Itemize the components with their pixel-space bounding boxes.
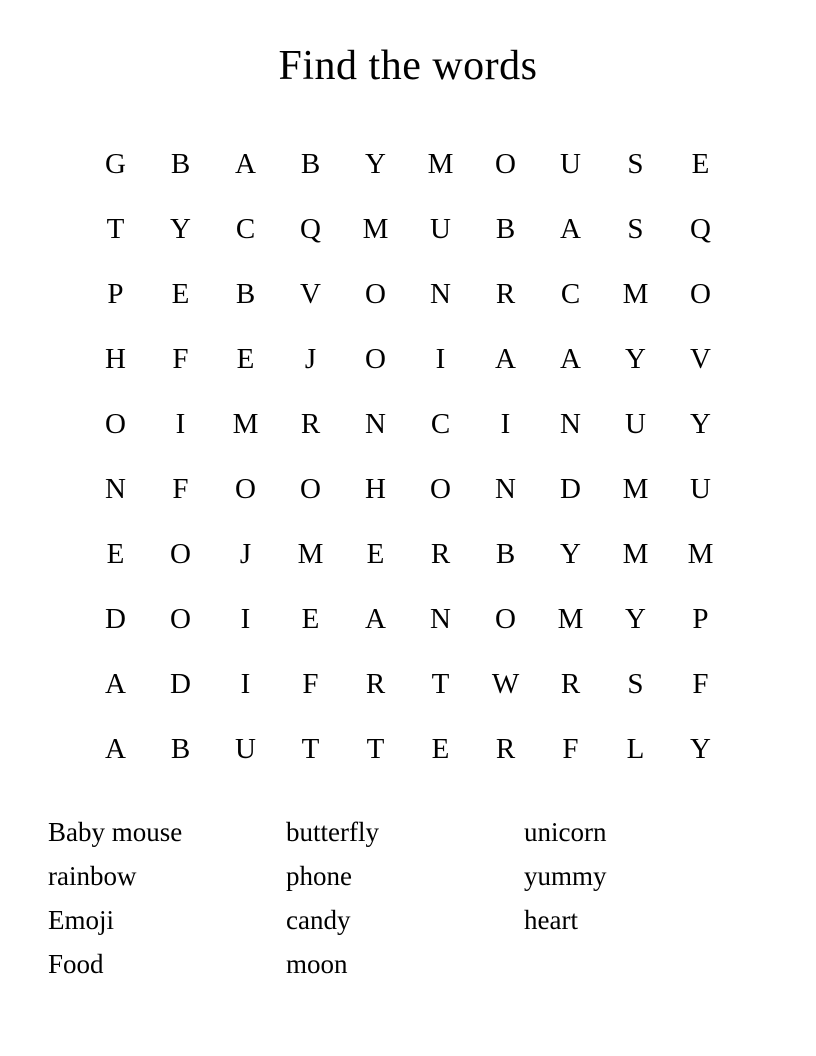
table-row [83, 457, 733, 522]
grid-cell[interactable]: F [302, 668, 319, 700]
grid-cell[interactable]: N [105, 473, 126, 505]
grid-cell[interactable]: A [560, 343, 581, 375]
grid-cell[interactable]: I [435, 343, 446, 375]
grid-cell[interactable]: D [105, 603, 126, 635]
grid-cell[interactable]: M [687, 538, 714, 570]
grid-cell[interactable]: E [691, 148, 710, 180]
table-row [83, 522, 733, 587]
list-item[interactable]: heart [524, 905, 578, 935]
list-item[interactable]: Emoji [48, 905, 114, 935]
table-row [83, 132, 733, 197]
grid-cell[interactable]: W [491, 668, 520, 700]
grid-cell[interactable]: U [430, 213, 451, 245]
grid-cell[interactable]: M [297, 538, 324, 570]
grid-cell[interactable]: M [622, 538, 649, 570]
word-list [0, 810, 816, 986]
grid-cell[interactable]: I [240, 603, 251, 635]
grid-cell[interactable]: T [431, 668, 450, 700]
grid-cell[interactable]: N [495, 473, 516, 505]
grid-cell[interactable]: A [105, 733, 126, 765]
table-row [83, 392, 733, 457]
grid-cell[interactable]: V [300, 278, 321, 310]
grid-cell[interactable]: D [560, 473, 581, 505]
grid-cell[interactable]: A [105, 668, 126, 700]
grid-cell[interactable]: N [430, 278, 451, 310]
grid-cell[interactable]: Y [690, 733, 711, 765]
grid-cell[interactable]: R [495, 733, 516, 765]
grid-cell[interactable]: L [626, 733, 645, 765]
grid-cell[interactable]: R [365, 668, 386, 700]
grid-cell[interactable]: I [240, 668, 251, 700]
grid-cell[interactable]: O [300, 473, 321, 505]
grid-cell[interactable]: M [427, 148, 454, 180]
grid-cell[interactable]: Y [365, 148, 386, 180]
grid-cell[interactable]: F [172, 473, 189, 505]
table-row [83, 717, 733, 782]
grid-cell[interactable]: B [235, 278, 256, 310]
grid-cell[interactable]: Y [625, 603, 646, 635]
word-list-column [48, 810, 286, 986]
grid-cell[interactable]: T [301, 733, 320, 765]
list-item[interactable]: butterfly [286, 817, 379, 847]
page-title: Find the words [278, 43, 538, 89]
grid-cell[interactable]: E [171, 278, 190, 310]
grid-cell[interactable]: O [170, 603, 191, 635]
grid-cell[interactable]: S [627, 668, 644, 700]
grid-cell[interactable]: A [365, 603, 386, 635]
grid-cell[interactable]: M [622, 278, 649, 310]
grid-cell[interactable]: M [232, 408, 259, 440]
grid-cell[interactable]: C [560, 278, 581, 310]
grid-cell[interactable]: N [365, 408, 386, 440]
grid-cell[interactable]: I [500, 408, 511, 440]
table-row [83, 197, 733, 262]
grid-cell[interactable]: V [690, 343, 711, 375]
grid-cell[interactable]: H [105, 343, 126, 375]
grid-cell[interactable]: E [301, 603, 320, 635]
grid-cell[interactable]: J [304, 343, 317, 375]
grid-cell[interactable]: O [495, 148, 516, 180]
table-row [83, 262, 733, 327]
grid-cell[interactable]: Y [560, 538, 581, 570]
list-item[interactable]: Food [48, 949, 104, 979]
grid-cell[interactable]: U [690, 473, 711, 505]
grid-cell[interactable]: O [365, 343, 386, 375]
list-item[interactable]: yummy [524, 861, 607, 891]
grid-cell[interactable]: Q [300, 213, 321, 245]
grid-cell[interactable]: H [365, 473, 386, 505]
grid-cell[interactable]: B [300, 148, 321, 180]
grid-cell[interactable]: B [495, 538, 516, 570]
grid-cell[interactable]: P [107, 278, 124, 310]
grid-cell[interactable]: S [627, 148, 644, 180]
grid-cell[interactable]: O [430, 473, 451, 505]
list-item[interactable]: unicorn [524, 817, 607, 847]
grid-cell[interactable]: N [430, 603, 451, 635]
grid-cell[interactable]: E [236, 343, 255, 375]
grid-cell[interactable]: G [105, 148, 126, 180]
word-list-column [286, 810, 524, 986]
grid-cell[interactable]: R [560, 668, 581, 700]
grid-cell[interactable]: O [105, 408, 126, 440]
grid-cell[interactable]: F [562, 733, 579, 765]
grid-cell[interactable]: B [170, 148, 191, 180]
grid-cell[interactable]: B [170, 733, 191, 765]
grid-cell[interactable]: C [235, 213, 256, 245]
grid-cell[interactable]: U [625, 408, 646, 440]
grid-cell[interactable]: O [495, 603, 516, 635]
grid-cell[interactable]: R [495, 278, 516, 310]
grid-cell[interactable]: M [557, 603, 584, 635]
grid-cell[interactable]: M [622, 473, 649, 505]
word-list-column [524, 810, 762, 942]
grid-cell[interactable]: M [362, 213, 389, 245]
grid-cell[interactable]: F [692, 668, 709, 700]
grid-cell[interactable]: Y [625, 343, 646, 375]
grid-cell[interactable]: E [431, 733, 450, 765]
list-item[interactable]: phone [286, 861, 352, 891]
grid-cell[interactable]: O [170, 538, 191, 570]
grid-cell[interactable]: T [366, 733, 385, 765]
grid-cell[interactable]: A [235, 148, 256, 180]
grid-cell[interactable]: R [300, 408, 321, 440]
grid-cell[interactable]: S [627, 213, 644, 245]
grid-cell[interactable]: O [690, 278, 711, 310]
grid-cell[interactable]: O [235, 473, 256, 505]
grid-cell[interactable]: Q [690, 213, 711, 245]
table-row [83, 652, 733, 717]
grid-cell[interactable]: E [366, 538, 385, 570]
list-item[interactable]: Baby mouse [48, 817, 183, 847]
grid-cell[interactable]: R [430, 538, 451, 570]
grid-cell[interactable]: P [692, 603, 709, 635]
word-search-grid [83, 132, 733, 782]
grid-cell[interactable]: A [560, 213, 581, 245]
grid-cell[interactable]: T [106, 213, 125, 245]
grid-cell[interactable]: J [239, 538, 252, 570]
grid-cell[interactable]: I [175, 408, 186, 440]
grid-cell[interactable]: N [560, 408, 581, 440]
table-row [83, 587, 733, 652]
list-item[interactable]: candy [286, 905, 351, 935]
grid-cell[interactable]: O [365, 278, 386, 310]
grid-cell[interactable]: C [430, 408, 451, 440]
table-row [83, 327, 733, 392]
grid-cell[interactable]: Y [690, 408, 711, 440]
word-search-grid-body [83, 132, 733, 782]
grid-cell[interactable]: F [172, 343, 189, 375]
grid-cell[interactable]: B [495, 213, 516, 245]
grid-cell[interactable]: E [106, 538, 125, 570]
grid-cell[interactable]: A [495, 343, 516, 375]
grid-cell[interactable]: D [170, 668, 191, 700]
grid-cell[interactable]: U [560, 148, 581, 180]
list-item[interactable]: moon [286, 949, 348, 979]
list-item[interactable]: rainbow [48, 861, 137, 891]
grid-cell[interactable]: U [235, 733, 256, 765]
grid-cell[interactable]: Y [170, 213, 191, 245]
